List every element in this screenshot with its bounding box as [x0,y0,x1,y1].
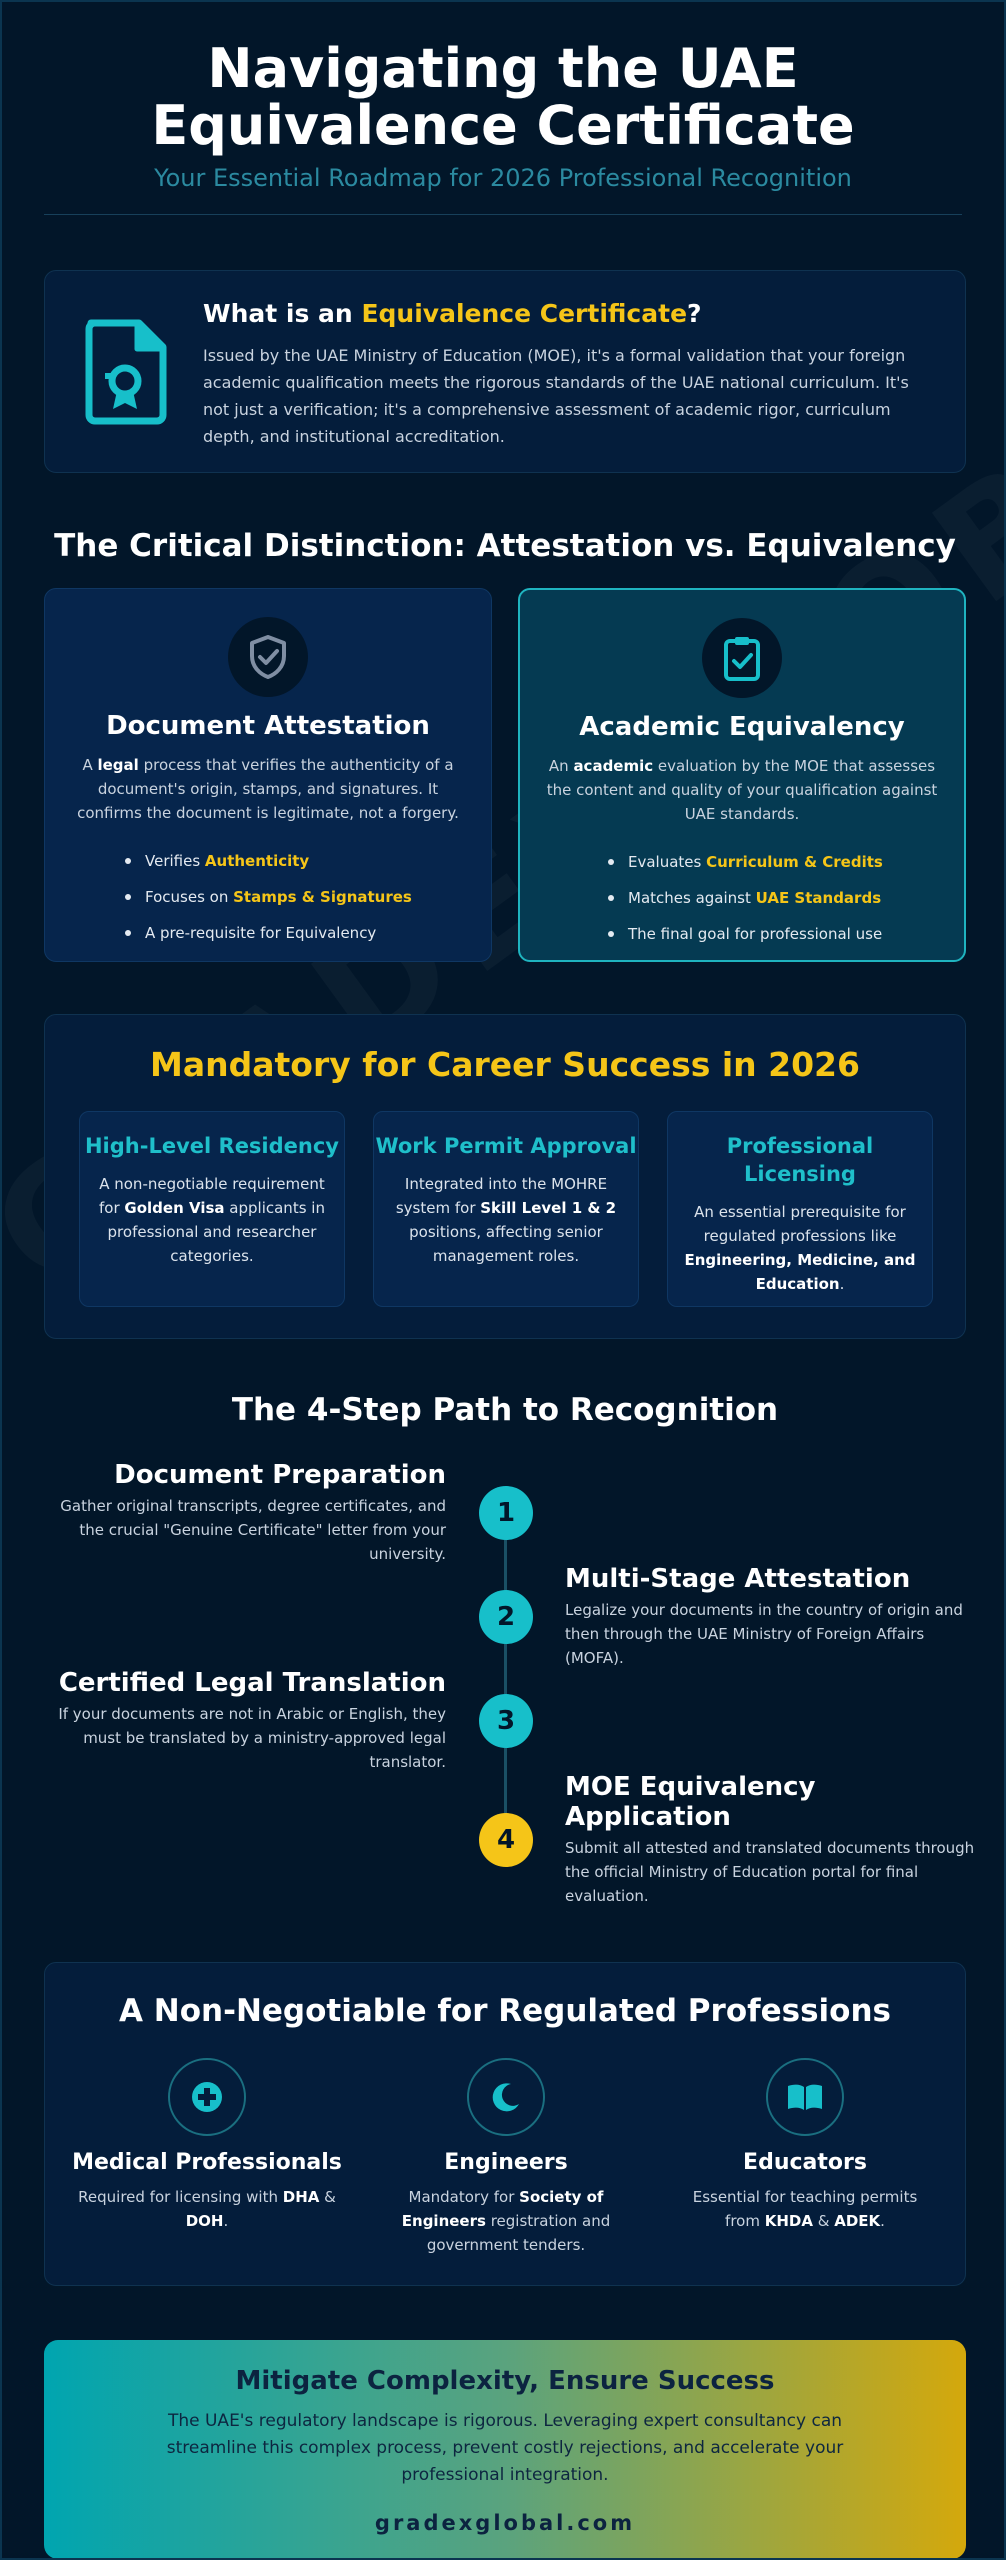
engineers-column [358,2058,654,2257]
attestation-heading: Document Attestation [106,711,430,741]
steps-title: The 4-Step Path to Recognition [231,1392,779,1428]
clipboard-check-icon [702,618,782,698]
cta-body: The UAE's regulatory landscape is rigorous. Leveraging expert consultancy can streamline this complex process, prevent costly rejections, and accelerate your professional integration. [166,2411,844,2485]
mandatory-title: Mandatory for Career Success in 2026 [150,1045,860,1084]
step-number-3: 3 [479,1694,533,1748]
step-heading: Multi-Stage Attestation [565,1564,911,1594]
medical-column [59,2058,355,2233]
list-item: Focuses on Stamps & Signatures [123,879,491,915]
column-body: Integrated into the MOHRE system for Skill Level 1 & 2 positions, affecting senior management roles. [395,1175,617,1265]
step-number-2: 2 [479,1590,533,1644]
step-heading: Certified Legal Translation [58,1668,446,1698]
column-heading: Educators [743,2150,867,2175]
step-number-1: 1 [479,1486,533,1540]
list-item: Matches against UAE Standards [606,880,964,916]
what-is-body: Issued by the UAE Ministry of Education (MOE), it's a formal validation that your foreign academic qualification meets the rigorous standards of the UAE national curriculum. It's not just a verification; it's a comprehensive assessment of academic rigor, curriculum depth, and institutional accreditation. [203,346,909,446]
divider [44,214,962,215]
attestation-description: A legal process that verifies the authenticity of a document's origin, stamps, and signatures. It confirms the document is legitimate, not a forgery. [77,756,459,822]
column-body: Required for licensing with DHA & DOH. [78,2188,336,2230]
heading-prefix: What is an [203,299,362,328]
column-body: A non-negotiable requirement for Golden Visa applicants in professional and researcher categories. [99,1175,325,1265]
step-heading: Document Preparation [114,1460,446,1490]
regulated-title: A Non-Negotiable for Regulated Professions [119,1993,891,2029]
column-heading: Medical Professionals [72,2150,342,2175]
header [2,2,1004,215]
step-body: Gather original transcripts, degree certificates, and the crucial "Genuine Certificate" letter from your university. [60,1497,446,1563]
equivalency-description: An academic evaluation by the MOE that assesses the content and quality of your qualification against UAE standards. [546,757,938,823]
what-is-card [44,270,966,473]
what-is-heading [203,299,923,328]
equivalency-card [518,588,966,962]
equivalency-heading: Academic Equivalency [579,712,905,742]
distinction-title: The Critical Distinction: Attestation vs. Equivalency [54,528,956,564]
step-body: If your documents are not in Arabic or English, they must be translated by a ministry-approved legal translator. [58,1705,446,1771]
column-heading: Engineers [444,2150,568,2175]
column-heading: Professional Licensing [726,1134,874,1186]
website-link[interactable]: gradexglobal.com [374,2511,636,2535]
column-body: An essential prerequisite for regulated professions like Engineering, Medicine, and Education. [684,1203,916,1293]
attestation-card [44,588,492,962]
cta-banner [44,2340,966,2559]
shield-check-icon [228,617,308,697]
list-item: A pre-requisite for Equivalency [123,915,491,951]
moon-icon [467,2058,545,2136]
cta-heading: Mitigate Complexity, Ensure Success [235,2366,775,2396]
regulated-card [44,1962,966,2286]
open-book-icon [766,2058,844,2136]
column-heading: Work Permit Approval [375,1134,637,1158]
column-body: Mandatory for Society of Engineers registration and government tenders. [401,2188,611,2254]
educators-column [657,2058,953,2233]
licensing-column [667,1111,933,1307]
heading-highlight: Equivalence Certificate [361,299,688,328]
column-body: Essential for teaching permits from KHDA & ADEK. [692,2188,918,2230]
list-item: Verifies Authenticity [123,843,491,879]
step-heading: MOE Equivalency Application [565,1772,816,1832]
step-body: Legalize your documents in the country of origin and then through the UAE Ministry of Foreign Affairs (MOFA). [565,1601,963,1667]
step-number-4: 4 [479,1813,533,1867]
heading-suffix: ? [687,299,702,328]
step-1 [36,1460,446,1566]
residency-column [79,1111,345,1307]
page-subtitle: Your Essential Roadmap for 2026 Professional Recognition [154,164,852,192]
attestation-bullets [45,843,491,951]
timeline-line [504,1514,507,1844]
step-body: Submit all attested and translated documents through the official Ministry of Education portal for final evaluation. [565,1839,975,1905]
medical-plus-icon [168,2058,246,2136]
step-4 [565,1772,975,1908]
list-item: The final goal for professional use [606,916,964,952]
step-2 [565,1564,975,1670]
page-title: Navigating the UAE Equivalence Certificate [151,37,855,157]
step-3 [36,1668,446,1774]
column-heading: High-Level Residency [84,1134,339,1158]
list-item: Evaluates Curriculum & Credits [606,844,964,880]
work-permit-column [373,1111,639,1307]
equivalency-bullets [520,844,964,952]
document-certificate-icon [83,319,169,425]
mandatory-card [44,1014,966,1339]
